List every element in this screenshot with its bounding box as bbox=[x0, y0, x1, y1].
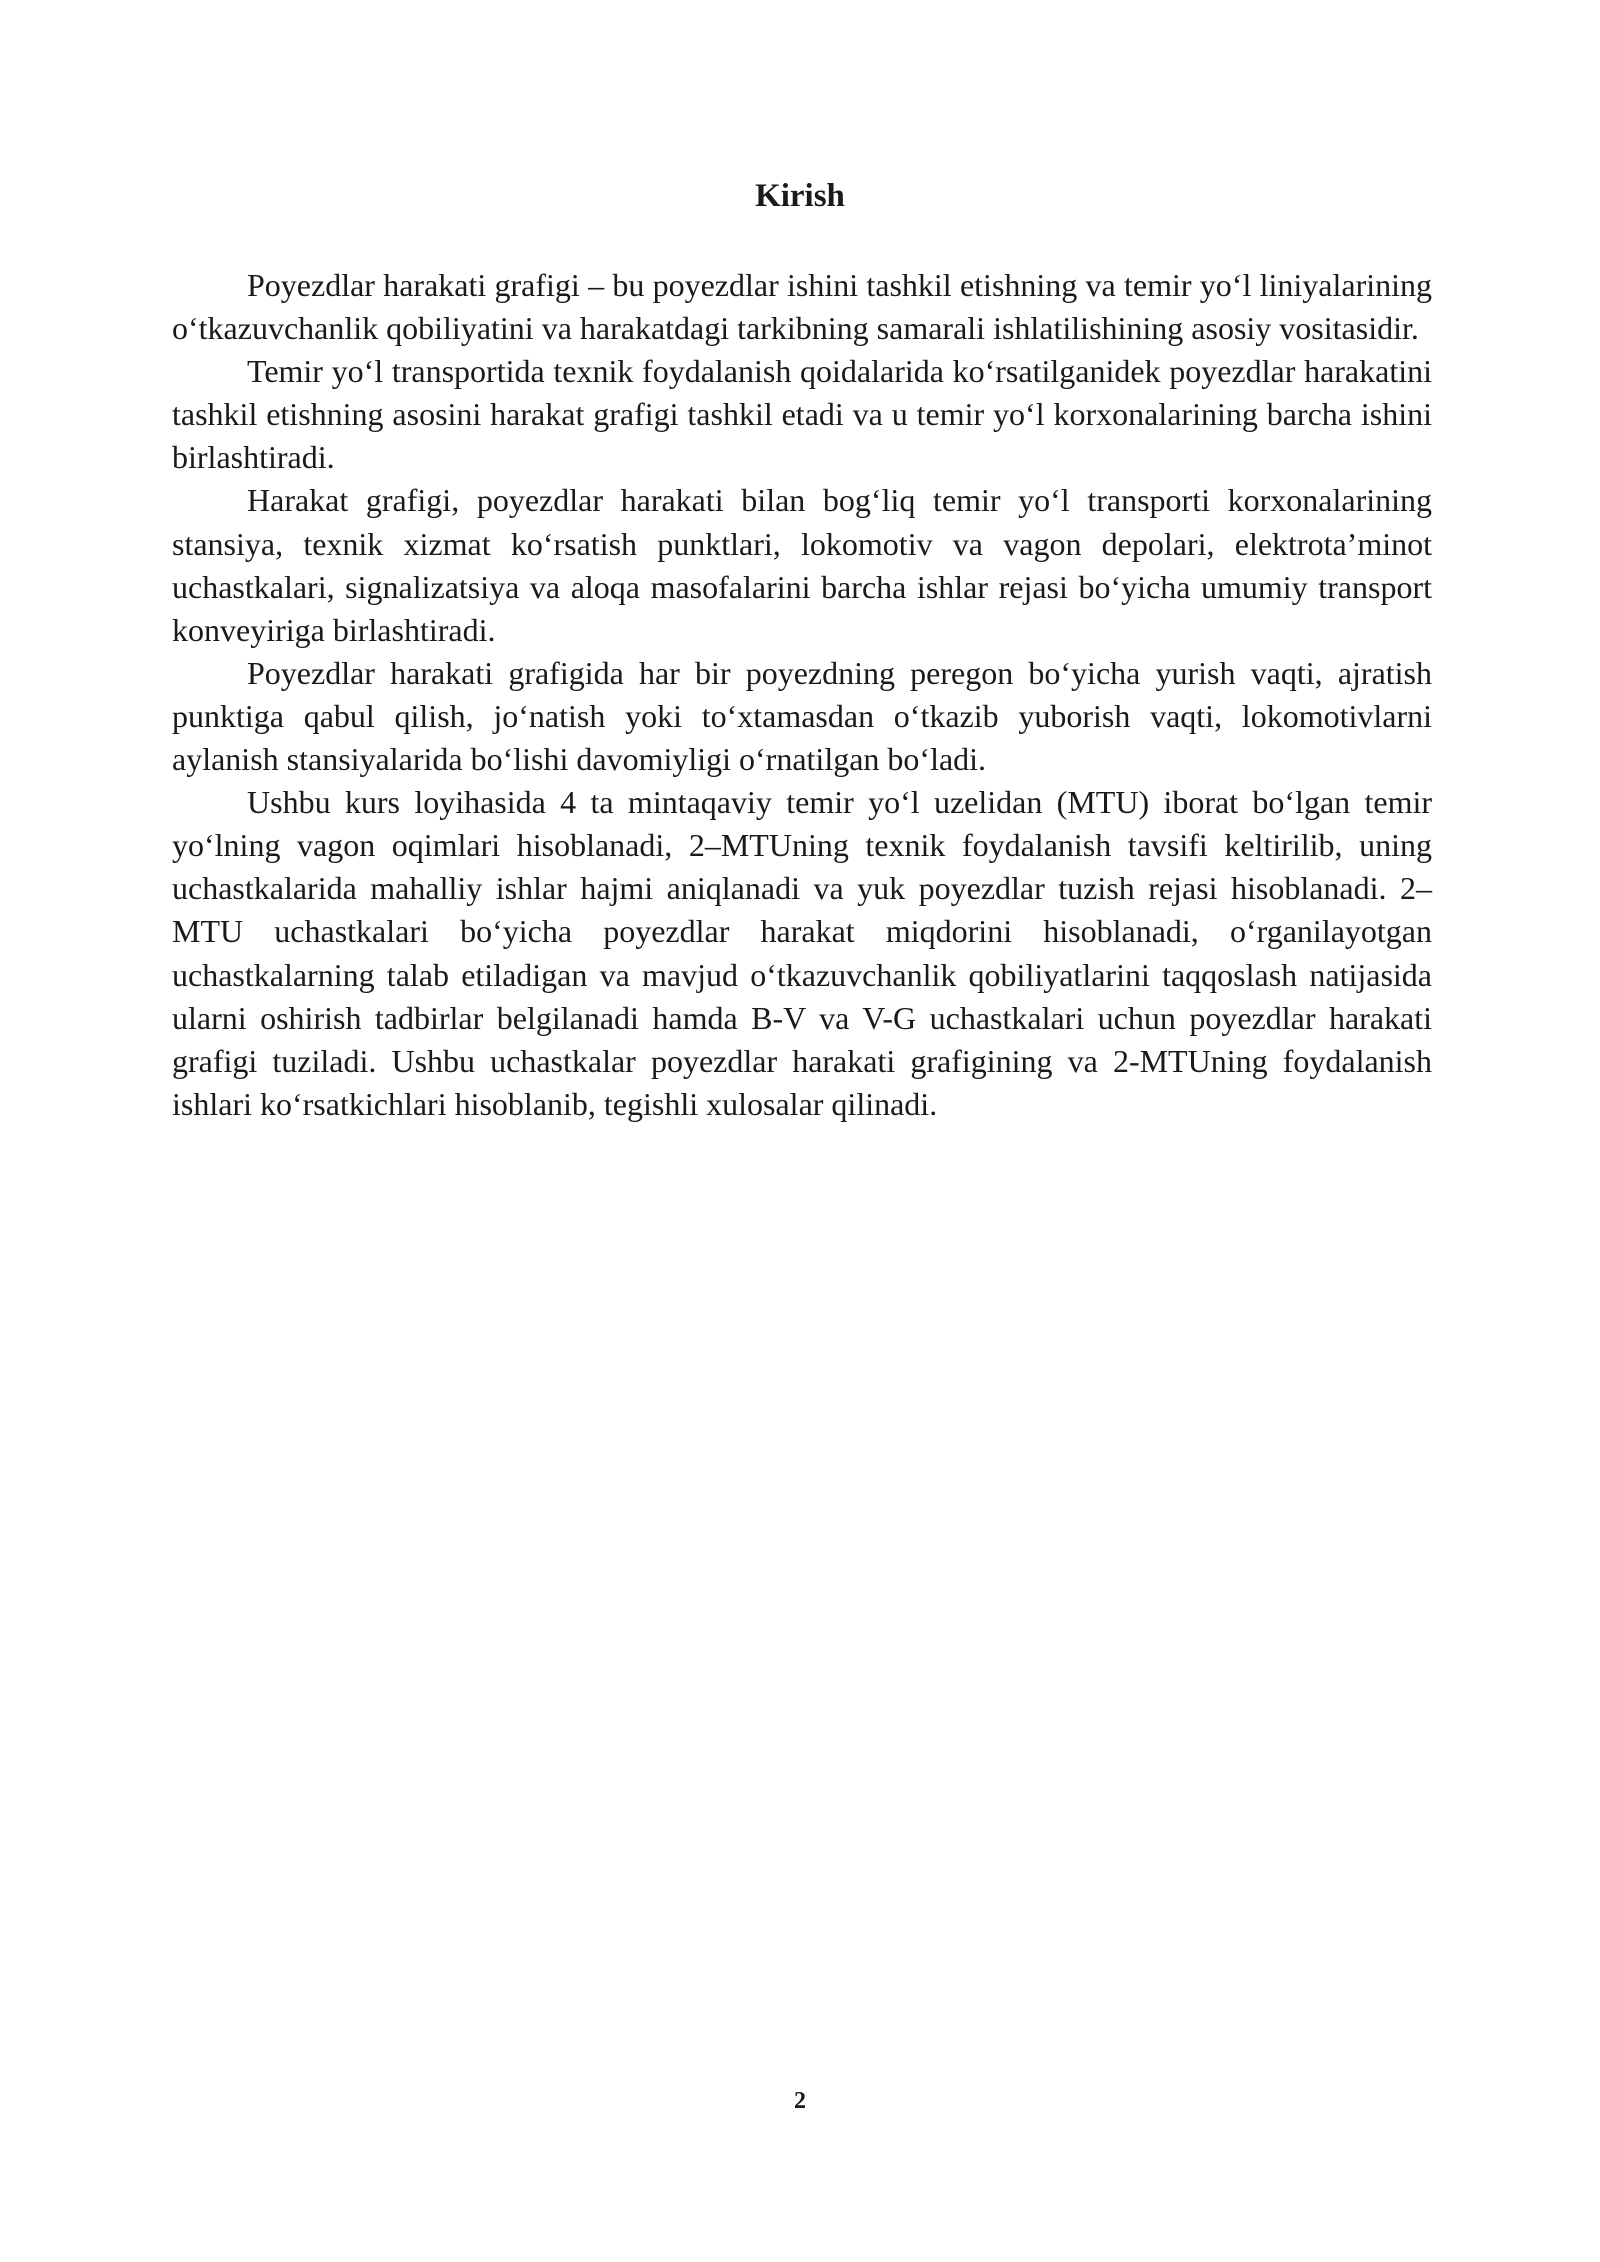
paragraph-3: Harakat grafigi, poyezdlar harakati bilan bog‘liq temir yo‘l transporti korxonalarining stansiya, texnik xizmat ko‘rsatish punktlari, lokomotiv va vagon depolari, elektrota’minot uchastkalari, signalizatsiya va aloqa masofalarini barcha ishlar rejasi bo‘yicha umumiy transport konveyiriga birlashtiradi. bbox=[172, 482, 1432, 648]
page-title: Kirish bbox=[755, 178, 845, 214]
paragraph-4: Poyezdlar harakati grafigida har bir poyezdning peregon bo‘yicha yurish vaqti, ajratish punktiga qabul qilish, jo‘natish yoki to‘xtamasdan o‘tkazib yuborish vaqti, lokomotivlarni aylanish stansiyalarida bo‘lishi davomiyligi o‘rnatilgan bo‘ladi. bbox=[172, 654, 1432, 778]
paragraph-5: Ushbu kurs loyihasida 4 ta mintaqaviy temir yo‘l uzelidan (MTU) iborat bo‘lgan temir yo‘lning vagon oqimlari hisoblanadi, 2–MTUning texnik foydalanish tavsifi keltirilib, uning uchastkalarida mahalliy ishlar hajmi aniqlanadi va yuk poyezdlar tuzish rejasi hisoblanadi. 2–MTU uchastkalari bo‘yicha poyezdlar harakat miqdorini hisoblanadi, o‘rganilayotgan uchastkalarning talab etiladigan va mavjud o‘tkazuvchanlik qobiliyatlarini taqqoslash natijasida ularni oshirish tadbirlar belgilanadi hamda B-V va V-G uchastkalari uchun poyezdlar harakati grafigi tuziladi. Ushbu uchastkalar poyezdlar harakati grafigining va 2-MTUning foydalanish ishlari ko‘rsatkichlari hisoblanib, tegishli xulosalar qilinadi. bbox=[172, 784, 1432, 1122]
body-text bbox=[172, 264, 1432, 1126]
page-number: 2 bbox=[794, 2088, 806, 2114]
paragraph-2: Temir yo‘l transportida texnik foydalanish qoidalarida ko‘rsatilganidek poyezdlar harakatini tashkil etishning asosini harakat grafigi tashkil etadi va u temir yo‘l korxonalarining barcha ishini birlashtiradi. bbox=[172, 353, 1432, 476]
paragraph-1: Poyezdlar harakati grafigi – bu poyezdlar ishini tashkil etishning va temir yo‘l liniyalarining o‘tkazuvchanlik qobiliyatini va harakatdagi tarkibning samarali ishlatilishining asosiy vositasidir. bbox=[172, 267, 1432, 347]
